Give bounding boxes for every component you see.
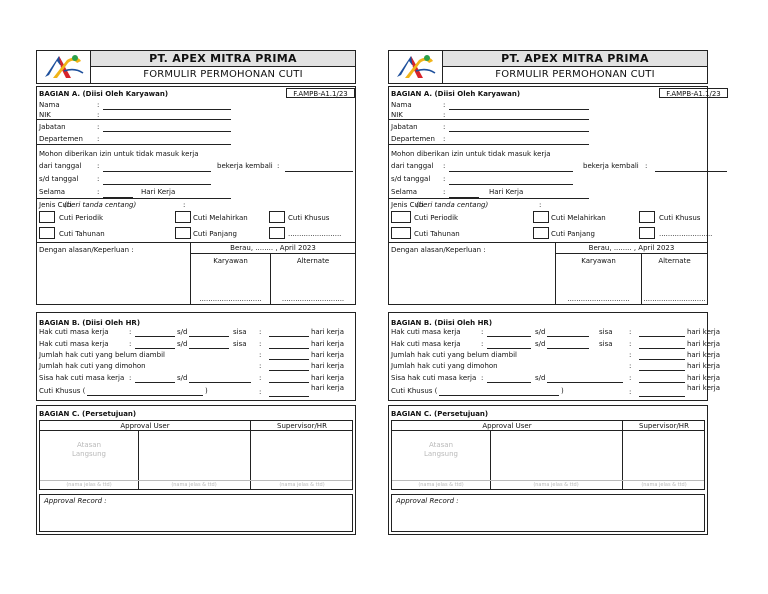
colon: :: [629, 340, 632, 348]
hr-input-line[interactable]: [639, 382, 685, 383]
close-paren: ): [561, 387, 564, 395]
checkbox-maternity[interactable]: [175, 211, 191, 223]
approval-record-box[interactable]: [391, 494, 705, 532]
reason-label: Dengan alasan/Keperluan :: [39, 246, 134, 254]
hr-row-label: Sisa hak cuti masa kerja: [39, 374, 125, 382]
colon: :: [97, 135, 100, 143]
colon: :: [443, 162, 446, 170]
form-header: [388, 50, 708, 84]
checkbox-maternity[interactable]: [533, 211, 549, 223]
option-long: Cuti Panjang: [551, 230, 595, 238]
divider: [190, 253, 355, 254]
colon: :: [259, 374, 262, 382]
colon: :: [629, 328, 632, 336]
duration-unit: Hari Kerja: [489, 188, 524, 196]
sd-label: s/d: [177, 374, 188, 382]
hr-input-line[interactable]: [639, 370, 685, 371]
from-date-input-line[interactable]: [103, 171, 211, 172]
approval-record-label: Approval Record :: [44, 497, 107, 505]
employee-label: Karyawan: [213, 257, 248, 265]
leave-type-note: (beri tanda centang): [64, 201, 137, 209]
name-title-hint: (nama jelas & ttd): [279, 482, 325, 488]
sd-label: s/d: [535, 374, 546, 382]
colon: :: [129, 340, 132, 348]
colon: :: [443, 188, 446, 196]
unit-label: hari kerja: [311, 328, 344, 336]
option-maternity: Cuti Melahirkan: [551, 214, 606, 222]
employee-signature-blank: ............................: [199, 295, 262, 303]
section-c-title: BAGIAN C. (Persetujuan): [39, 410, 137, 418]
colon: :: [97, 111, 100, 119]
option-long: Cuti Panjang: [193, 230, 237, 238]
name-input-line[interactable]: [449, 109, 589, 110]
sisa-label: sisa: [233, 340, 247, 348]
option-periodic: Cuti Periodik: [59, 214, 104, 222]
hr-input-line[interactable]: [639, 348, 685, 349]
hr-row-label: Hak cuti masa kerja: [39, 328, 109, 336]
sisa-label: sisa: [599, 340, 613, 348]
duration-unit: Hari Kerja: [141, 188, 176, 196]
colon: :: [443, 111, 446, 119]
sd-label: s/d: [535, 340, 546, 348]
hr-input-line[interactable]: [269, 382, 309, 383]
form-code: F.AMPB-A1.1/23: [293, 90, 348, 98]
colon: :: [443, 135, 446, 143]
name-title-hint: (nama jelas & ttd): [641, 482, 687, 488]
form-code: F.AMPB-A1.1/23: [666, 90, 721, 98]
hr-row-label: Hak cuti masa kerja: [391, 340, 461, 348]
duration-label: Selama: [39, 188, 66, 196]
hr-input-line[interactable]: [547, 382, 623, 383]
colon: :: [629, 374, 632, 382]
unit-label: hari kerja: [687, 362, 720, 370]
hr-input-line[interactable]: [487, 336, 531, 337]
field-name-label: Nama: [39, 101, 60, 109]
hr-input-line[interactable]: [189, 336, 229, 337]
department-input-line[interactable]: [37, 144, 231, 145]
leave-form-left: [34, 50, 356, 540]
hr-input-line[interactable]: [189, 348, 229, 349]
unit-label: hari kerja: [311, 351, 344, 359]
hr-input-line[interactable]: [269, 336, 309, 337]
hr-input-line[interactable]: [135, 336, 175, 337]
form-header: [36, 50, 356, 84]
section-b: [388, 312, 720, 401]
sd-label: s/d: [535, 328, 546, 336]
sisa-label: sisa: [599, 328, 613, 336]
close-paren: ): [205, 387, 208, 395]
hr-input-line[interactable]: [639, 336, 685, 337]
colon: :: [629, 388, 632, 396]
to-date-input-line[interactable]: [449, 184, 573, 185]
name-input-line[interactable]: [103, 109, 231, 110]
option-other-blank: ........................: [659, 230, 713, 238]
colon: :: [481, 374, 484, 382]
unit-label: hari kerja: [311, 374, 344, 382]
alternate-label: Alternate: [658, 257, 691, 265]
colon: :: [277, 162, 280, 170]
colon: :: [259, 351, 262, 359]
colon: :: [645, 162, 648, 170]
hr-input-line[interactable]: [135, 382, 175, 383]
hr-row-label: Hak cuti masa kerja: [391, 328, 461, 336]
company-name: PT. APEX MITRA PRIMA: [91, 51, 355, 67]
sisa-label: sisa: [233, 328, 247, 336]
supervisor-label: Supervisor/HR: [639, 422, 689, 430]
colon: :: [97, 101, 100, 109]
colon: :: [259, 340, 262, 348]
unit-label: hari kerja: [687, 328, 720, 336]
approval-user-label: Approval User: [120, 422, 170, 430]
section-a-title: BAGIAN A. (Diisi Oleh Karyawan): [39, 90, 169, 98]
section-b-title: BAGIAN B. (Diisi Oleh HR): [39, 319, 141, 327]
section-a-title: BAGIAN A. (Diisi Oleh Karyawan): [391, 90, 521, 98]
option-special: Cuti Khusus: [659, 214, 701, 222]
hr-row-label: Jumlah hak cuti yang belum diambil: [39, 351, 165, 359]
colon: :: [97, 188, 100, 196]
place-date: Berau, ........ , April 2023: [230, 244, 316, 252]
direct-superior-label: Atasan Langsung: [71, 441, 107, 458]
field-position-label: Jabatan: [39, 123, 66, 131]
colon: :: [183, 201, 186, 209]
field-department-label: Departemen: [391, 135, 435, 143]
employee-label: Karyawan: [581, 257, 616, 265]
to-date-label: s/d tanggal: [39, 175, 79, 183]
checkbox-annual[interactable]: [39, 227, 55, 239]
section-c: [388, 405, 708, 535]
colon: :: [129, 328, 132, 336]
hr-input-line[interactable]: [269, 396, 309, 397]
sd-label: s/d: [177, 328, 188, 336]
option-annual: Cuti Tahunan: [59, 230, 105, 238]
from-date-input-line[interactable]: [449, 171, 573, 172]
section-b-title: BAGIAN B. (Diisi Oleh HR): [391, 319, 493, 327]
reason-label: Dengan alasan/Keperluan :: [391, 246, 486, 254]
checkbox-long[interactable]: [175, 227, 191, 239]
place-date: Berau, ........ , April 2023: [588, 244, 675, 252]
approval-user-label: Approval User: [482, 422, 532, 430]
from-date-label: dari tanggal: [39, 162, 82, 170]
direct-superior-label: Atasan Langsung: [423, 441, 459, 458]
return-work-label: bekerja kembali: [217, 162, 273, 170]
checkbox-long[interactable]: [533, 227, 549, 239]
hr-input-line[interactable]: [189, 382, 251, 383]
colon: :: [481, 328, 484, 336]
unit-label: hari kerja: [311, 340, 344, 348]
colon: :: [539, 201, 542, 209]
hr-input-line[interactable]: [639, 396, 685, 397]
checkbox-periodic[interactable]: [39, 211, 55, 223]
return-work-label: bekerja kembali: [583, 162, 639, 170]
department-input-line[interactable]: [389, 144, 589, 145]
option-special: Cuti Khusus: [288, 214, 330, 222]
hr-row-label: Sisa hak cuti masa kerja: [391, 374, 477, 382]
approval-record-box[interactable]: [39, 494, 353, 532]
hr-input-line[interactable]: [87, 395, 203, 396]
hr-input-line[interactable]: [547, 348, 589, 349]
field-department-label: Departemen: [39, 135, 83, 143]
leave-type-note: (beri tanda centang): [416, 201, 489, 209]
hr-input-line[interactable]: [135, 348, 175, 349]
checkbox-special[interactable]: [639, 211, 655, 223]
colon: :: [443, 123, 446, 131]
leave-type-label: Jenis Cuti: [39, 201, 72, 209]
field-name-label: Nama: [391, 101, 412, 109]
position-input-line[interactable]: [449, 131, 589, 132]
hr-row-label: Jumlah hak cuti yang dimohon: [39, 362, 146, 370]
hr-input-line[interactable]: [269, 370, 309, 371]
hr-input-line[interactable]: [269, 348, 309, 349]
request-text: Mohon diberikan izin untuk tidak masuk kerja: [39, 150, 199, 158]
hr-row-label: Cuti Khusus (: [39, 387, 86, 395]
colon: :: [443, 175, 446, 183]
alternate-label: Alternate: [296, 257, 330, 265]
hr-row-label: Jumlah hak cuti yang dimohon: [391, 362, 498, 370]
hr-input-line[interactable]: [439, 395, 559, 396]
section-a: [388, 86, 721, 305]
section-c: [36, 405, 356, 535]
option-annual: Cuti Tahunan: [414, 230, 460, 238]
approval-table: [391, 420, 705, 490]
leave-form-right: [386, 50, 721, 540]
approval-record-label: Approval Record :: [396, 497, 459, 505]
company-logo: [37, 51, 91, 83]
unit-label: hari kerja: [311, 384, 344, 392]
return-date-input-line[interactable]: [285, 171, 353, 172]
employee-signature-blank: ............................: [567, 295, 630, 303]
hr-row-label: Cuti Khusus (: [391, 387, 438, 395]
return-date-input-line[interactable]: [655, 171, 727, 172]
unit-label: hari kerja: [687, 340, 720, 348]
to-date-label: s/d tanggal: [391, 175, 431, 183]
unit-label: hari kerja: [687, 374, 720, 382]
divider: [555, 253, 707, 254]
field-nik-label: NIK: [391, 111, 403, 119]
position-input-line[interactable]: [103, 131, 231, 132]
form-title: FORMULIR PERMOHONAN CUTI: [143, 69, 303, 80]
request-text: Mohon diberikan izin untuk tidak masuk kerja: [391, 150, 551, 158]
hr-input-line[interactable]: [487, 382, 531, 383]
checkbox-periodic[interactable]: [391, 211, 411, 223]
colon: :: [443, 101, 446, 109]
nik-input-line[interactable]: [389, 119, 589, 120]
hr-row-label: Hak cuti masa kerja: [39, 340, 109, 348]
company-logo: [389, 51, 443, 83]
form-code-box: [659, 88, 728, 98]
hr-input-line[interactable]: [547, 336, 589, 337]
hr-input-line[interactable]: [269, 359, 309, 360]
divider: [37, 242, 355, 243]
colon: :: [97, 123, 100, 131]
colon: :: [259, 328, 262, 336]
checkbox-annual[interactable]: [391, 227, 411, 239]
option-other-blank: ........................: [288, 230, 342, 238]
section-c-title: BAGIAN C. (Persetujuan): [391, 410, 489, 418]
leave-type-label: Jenis Cuti: [391, 201, 424, 209]
option-periodic: Cuti Periodik: [414, 214, 459, 222]
name-title-hint: (nama jelas & ttd): [171, 482, 217, 488]
alternate-signature-blank: ............................: [643, 295, 706, 303]
field-nik-label: NIK: [39, 111, 51, 119]
colon: :: [259, 388, 262, 396]
checkbox-special[interactable]: [269, 211, 285, 223]
checkbox-other[interactable]: [639, 227, 655, 239]
field-position-label: Jabatan: [391, 123, 418, 131]
section-b: [36, 312, 356, 401]
hr-row-label: Jumlah hak cuti yang belum diambil: [391, 351, 517, 359]
divider: [389, 242, 707, 243]
alternate-signature-blank: ............................: [281, 295, 345, 303]
nik-input-line[interactable]: [37, 119, 231, 120]
colon: :: [481, 340, 484, 348]
approval-table: [39, 420, 353, 490]
colon: :: [97, 175, 100, 183]
from-date-label: dari tanggal: [391, 162, 434, 170]
section-a: [36, 86, 356, 305]
colon: :: [629, 351, 632, 359]
unit-label: hari kerja: [687, 351, 720, 359]
to-date-input-line[interactable]: [103, 184, 211, 185]
form-title: FORMULIR PERMOHONAN CUTI: [495, 69, 655, 80]
divider: [37, 198, 231, 199]
unit-label: hari kerja: [687, 384, 720, 392]
colon: :: [97, 162, 100, 170]
colon: :: [259, 362, 262, 370]
divider: [389, 198, 589, 199]
duration-label: Selama: [391, 188, 418, 196]
option-maternity: Cuti Melahirkan: [193, 214, 248, 222]
divider: [40, 430, 352, 431]
hr-input-line[interactable]: [639, 359, 685, 360]
name-title-hint: (nama jelas & ttd): [418, 482, 464, 488]
form-code-box: [286, 88, 355, 98]
company-name: PT. APEX MITRA PRIMA: [443, 51, 707, 67]
hr-input-line[interactable]: [487, 348, 531, 349]
supervisor-label: Supervisor/HR: [277, 422, 327, 430]
unit-label: hari kerja: [311, 362, 344, 370]
sd-label: s/d: [177, 340, 188, 348]
colon: :: [629, 362, 632, 370]
checkbox-other[interactable]: [269, 227, 285, 239]
colon: :: [129, 374, 132, 382]
name-title-hint: (nama jelas & ttd): [533, 482, 579, 488]
name-title-hint: (nama jelas & ttd): [66, 482, 112, 488]
divider: [392, 430, 704, 431]
